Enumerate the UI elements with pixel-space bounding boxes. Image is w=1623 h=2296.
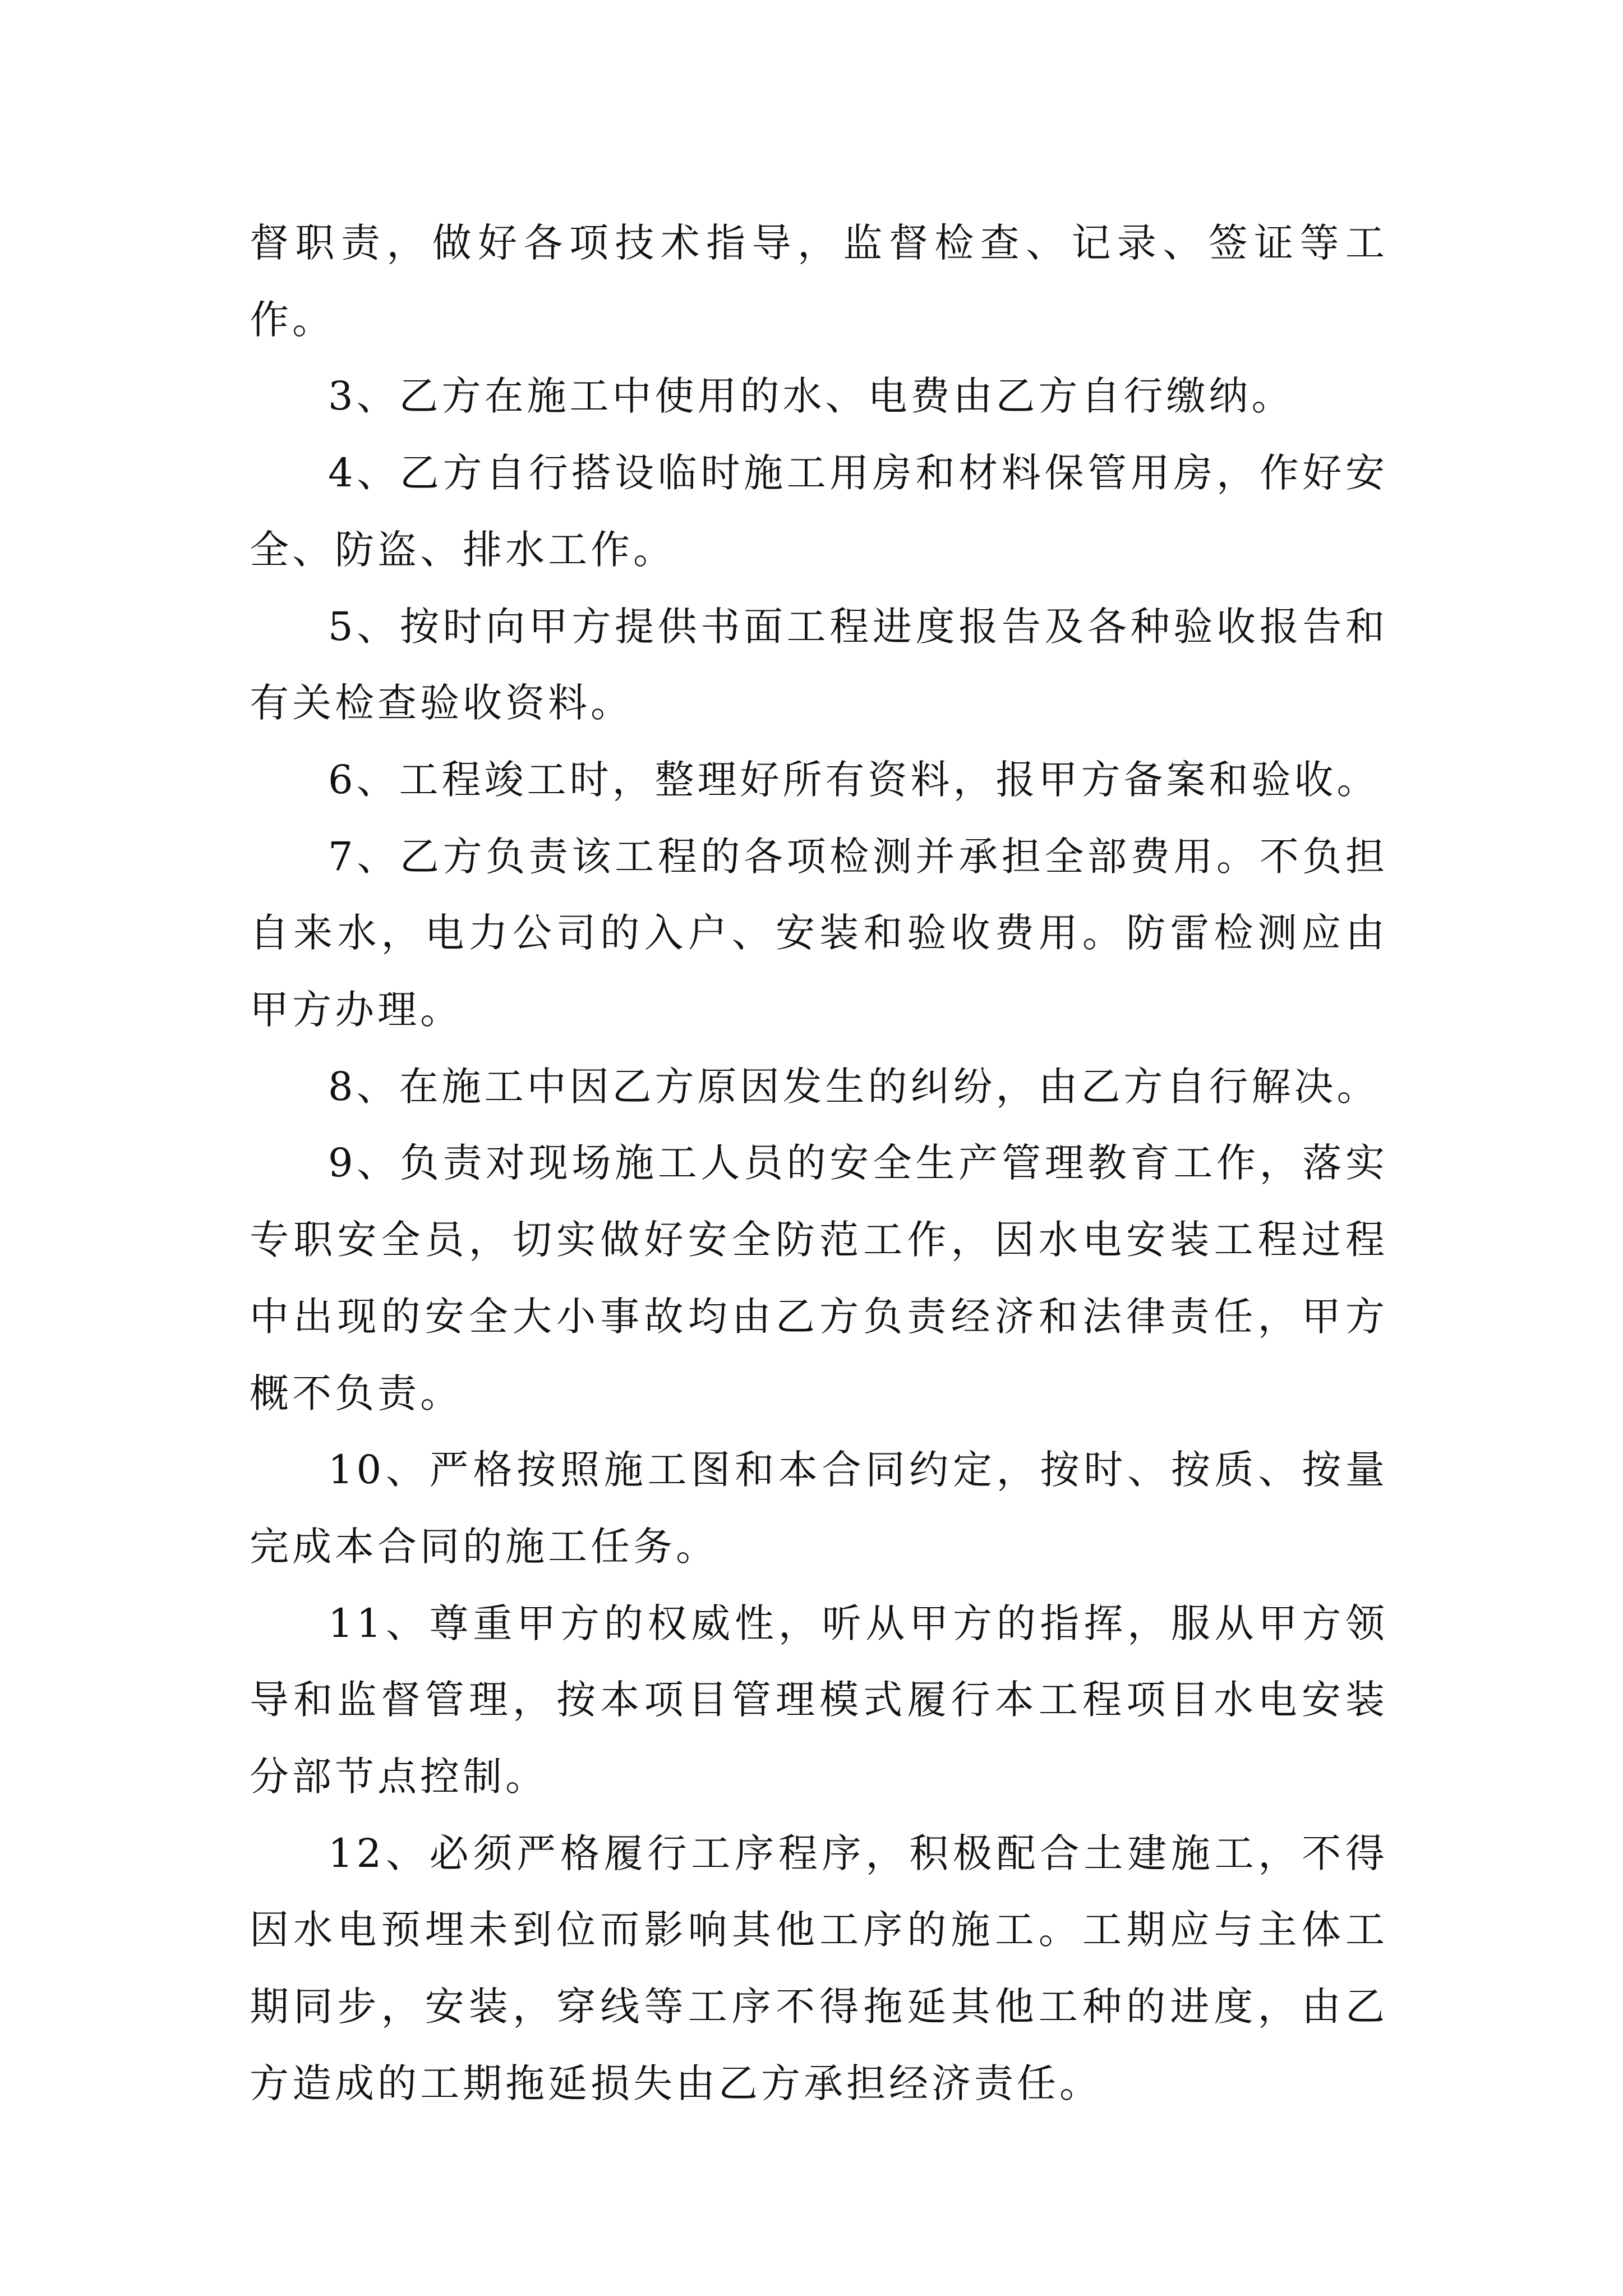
document-body — [250, 205, 1388, 2122]
paragraph-item-11: 11、尊重甲方的权威性，听从甲方的指挥，服从甲方领导和监督管理，按本项目管理模式履行本工程项目水电安装分部节点控制。 — [250, 1600, 1388, 1800]
paragraph-item-3: 3、乙方在施工中使用的水、电费由乙方自行缴纳。 — [328, 373, 1294, 420]
paragraph-item-4: 4、乙方自行搭设临时施工用房和材料保管用房，作好安全、防盗、排水工作。 — [250, 450, 1388, 573]
paragraph-item-8: 8、在施工中因乙方原因发生的纠纷，由乙方自行解决。 — [328, 1063, 1380, 1110]
paragraph-item-10: 10、严格按照施工图和本合同约定，按时、按质、按量完成本合同的施工任务。 — [250, 1447, 1388, 1570]
paragraph-item-12: 12、必须严格履行工序程序，积极配合土建施工，不得因水电预埋未到位而影响其他工序的施工。工期应与主体工期同步，安装，穿线等工序不得拖延其他工种的进度，由乙方造成的工期拖延损失由乙方承担经济责任。 — [250, 1830, 1388, 2106]
paragraph-item-6: 6、工程竣工时，整理好所有资料，报甲方备案和验收。 — [328, 756, 1380, 803]
paragraph-item-5: 5、按时向甲方提供书面工程进度报告及各种验收报告和有关检查验收资料。 — [250, 603, 1388, 726]
paragraph-continuation: 督职责，做好各项技术指导，监督检查、记录、签证等工作。 — [250, 220, 1388, 343]
paragraph-item-9: 9、负责对现场施工人员的安全生产管理教育工作，落实专职安全员，切实做好安全防范工作，因水电安装工程过程中出现的安全大小事故均由乙方负责经济和法律责任，甲方概不负责。 — [250, 1140, 1388, 1416]
paragraph-item-7: 7、乙方负责该工程的各项检测并承担全部费用。不负担自来水，电力公司的入户、安装和验收费用。防雷检测应由甲方办理。 — [250, 833, 1388, 1033]
